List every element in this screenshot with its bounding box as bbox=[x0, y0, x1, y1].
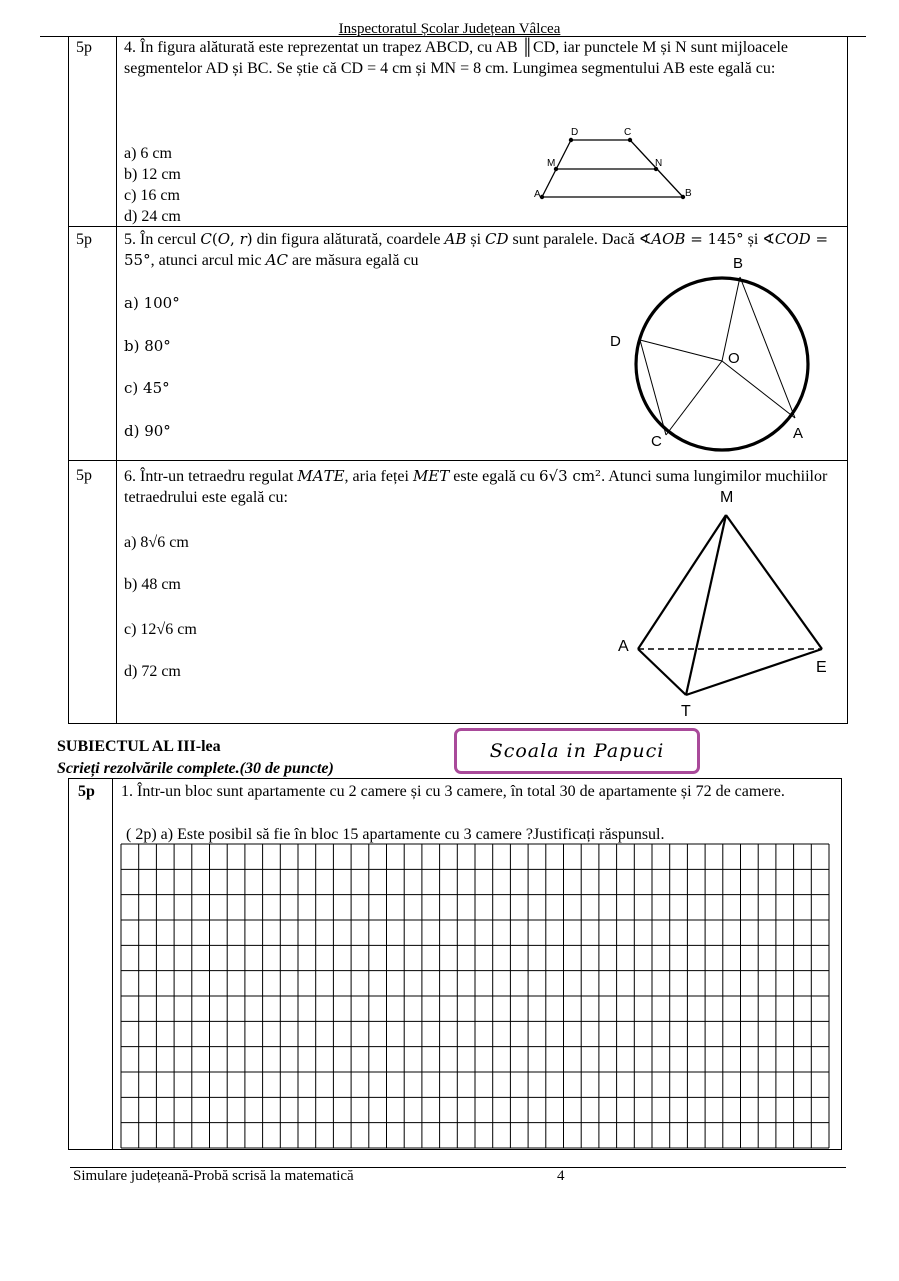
q5-option-c[interactable]: c) 45° bbox=[124, 379, 170, 397]
section-title: SUBIECTUL AL III-lea bbox=[57, 738, 221, 755]
q5-text: 5. În cercul 𝐶(𝑂, 𝑟) din figura alăturată, coardele 𝐴𝐵 și 𝐶𝐷 sunt paralele. Dacă ∢𝐴𝑂𝐵 = 145° și ∢𝐶𝑂𝐷 = 55°, atunci arcul mic 𝐴𝐶 are măsura egală cu bbox=[124, 230, 829, 269]
q6-option-a[interactable]: a) 8√6 cm bbox=[124, 534, 189, 551]
problem-points-divider bbox=[112, 778, 113, 1150]
p1-points: 5p bbox=[78, 783, 95, 800]
q5-points: 5p bbox=[76, 231, 92, 248]
edge-mt bbox=[686, 515, 726, 695]
row-divider-q5-q6 bbox=[68, 460, 848, 461]
label-c: C bbox=[624, 127, 632, 138]
label-b: B bbox=[733, 255, 744, 272]
points-column-divider bbox=[116, 36, 117, 724]
p1-part-a: ( 2p) a) Este posibil să fie în bloc 15 apartamente cu 3 camere ?Justificați răspunsul. bbox=[126, 826, 665, 843]
label-n: N bbox=[655, 158, 663, 169]
q5-option-a[interactable]: a) 100° bbox=[124, 294, 180, 312]
logo: Scoala in Papuci bbox=[454, 728, 700, 774]
chord-cd bbox=[640, 340, 666, 435]
label-o: O bbox=[728, 350, 740, 367]
label-a: A bbox=[534, 189, 541, 200]
radius-od bbox=[640, 340, 722, 361]
point-c bbox=[628, 138, 632, 142]
footer-text: Simulare județeană-Probă scrisă la matematică bbox=[73, 1168, 354, 1184]
q5-option-b[interactable]: b) 80° bbox=[124, 337, 171, 355]
q4-text: 4. În figura alăturată este reprezentat un trapez ABCD, cu AB ║CD, iar punctele M și N sunt mijloacele segmentelor AD și BC. Se știe că CD = 4 cm și MN = 8 cm. Lungimea segmentului AB este egală cu: bbox=[124, 39, 789, 77]
label-c: C bbox=[651, 433, 662, 450]
edge-me bbox=[726, 515, 822, 649]
point-d bbox=[569, 138, 573, 142]
label-m: M bbox=[547, 158, 556, 169]
edge-ma bbox=[638, 515, 726, 649]
label-t: T bbox=[681, 703, 691, 720]
label-m: M bbox=[720, 489, 734, 506]
label-b: B bbox=[685, 188, 692, 199]
radius-oc bbox=[666, 361, 722, 435]
page-header-title: Inspectoratul Școlar Județean Vâlcea bbox=[338, 21, 561, 37]
edge-at bbox=[638, 649, 686, 695]
answer-grid[interactable] bbox=[120, 843, 830, 1149]
section-subtitle: Scrieți rezolvările complete.(30 de puncte) bbox=[57, 760, 334, 777]
label-e: E bbox=[816, 659, 827, 676]
q5-option-d[interactable]: d) 90° bbox=[124, 422, 171, 440]
q6-option-b[interactable]: b) 48 cm bbox=[124, 576, 181, 593]
label-a: A bbox=[793, 425, 804, 442]
circle-figure bbox=[600, 252, 845, 457]
p1-text: 1. Într-un bloc sunt apartamente cu 2 camere și cu 3 camere, în total 30 de apartamente și 72 de camere. bbox=[121, 783, 785, 800]
circle-c bbox=[636, 278, 808, 450]
q6-text: 6. Într-un tetraedru regulat 𝑀𝐴𝑇𝐸, aria feței 𝑀𝐸𝑇 este egală cu 6√3 cm². Atunci suma lungimilor muchiilor tetraedrului este egală cu: bbox=[124, 467, 828, 506]
q4-option-b[interactable]: b) 12 cm bbox=[124, 166, 181, 183]
edge-te bbox=[686, 649, 822, 695]
label-d: D bbox=[610, 333, 621, 350]
q6-option-d[interactable]: d) 72 cm bbox=[124, 663, 181, 680]
tetrahedron-figure bbox=[610, 485, 845, 720]
q4-option-d[interactable]: d) 24 cm bbox=[124, 208, 181, 225]
q4-points: 5p bbox=[76, 39, 92, 56]
row-divider-q4-q5 bbox=[68, 226, 848, 227]
label-d: D bbox=[571, 127, 579, 138]
label-a: A bbox=[618, 638, 629, 655]
q6-option-c[interactable]: c) 12√6 cm bbox=[124, 621, 197, 638]
radius-ob bbox=[722, 277, 740, 361]
trapezoid-figure bbox=[525, 124, 705, 204]
q4-option-c[interactable]: c) 16 cm bbox=[124, 187, 180, 204]
q4-option-a[interactable]: a) 6 cm bbox=[124, 145, 172, 162]
q6-points: 5p bbox=[76, 467, 92, 484]
page-number: 4 bbox=[557, 1168, 565, 1184]
